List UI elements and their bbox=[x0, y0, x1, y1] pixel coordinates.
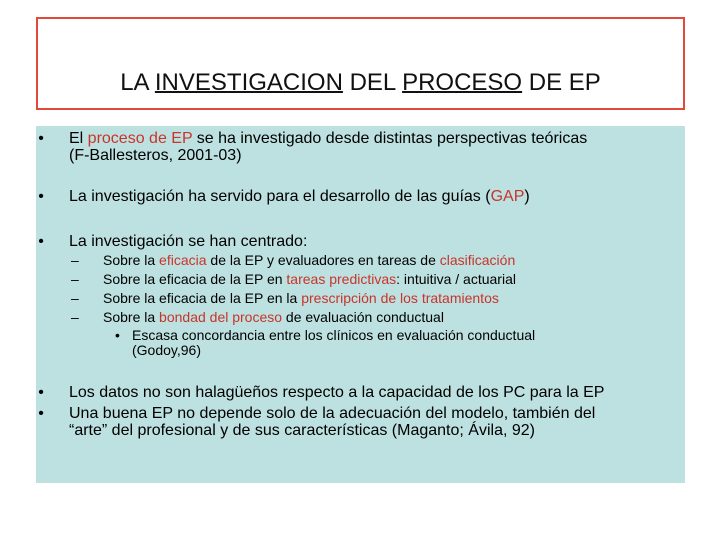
title-box bbox=[36, 17, 685, 110]
sub-item-text: Sobre la bondad del proceso de evaluación conductual bbox=[103, 309, 444, 325]
bullet-glyph: • bbox=[38, 233, 44, 250]
bullet-glyph: • bbox=[38, 188, 44, 205]
dash-glyph: – bbox=[71, 252, 79, 268]
dash-glyph: – bbox=[71, 271, 79, 287]
bullet-text: Los datos no son halagüeños respecto a la capacidad de los PC para la EP bbox=[69, 384, 605, 401]
slide-title: LA INVESTIGACION DEL PROCESO DE EP bbox=[120, 69, 601, 96]
bullet-glyph: • bbox=[38, 130, 44, 147]
bullet-text: El proceso de EP se ha investigado desde distintas perspectivas teóricas (F-Ballesteros, 2001-03) bbox=[69, 130, 588, 164]
bullet-text: La investigación se han centrado: bbox=[69, 233, 308, 250]
bullet-text: Una buena EP no depende solo de la adecuación del modelo, también del “arte” del profesional y de sus características (Maganto; Ávila, 92) bbox=[69, 405, 596, 439]
sub-item-text: Sobre la eficacia de la EP en la prescripción de los tratamientos bbox=[103, 290, 499, 306]
bullet-text: La investigación ha servido para el desarrollo de las guías (GAP) bbox=[69, 188, 530, 205]
dash-glyph: – bbox=[71, 309, 79, 325]
sub-item-text: Sobre la eficacia de la EP en tareas predictivas: intuitiva / actuarial bbox=[103, 271, 516, 287]
bullet-glyph: • bbox=[115, 327, 120, 343]
sub-item-text: Sobre la eficacia de la EP y evaluadores en tareas de clasificación bbox=[103, 252, 516, 268]
sub-sub-item-text: Escasa concordancia entre los clínicos en evaluación conductual (Godoy,96) bbox=[132, 327, 536, 358]
bullet-glyph: • bbox=[38, 405, 44, 422]
dash-glyph: – bbox=[71, 290, 79, 306]
bullet-glyph: • bbox=[38, 384, 44, 401]
content-panel bbox=[36, 126, 685, 483]
